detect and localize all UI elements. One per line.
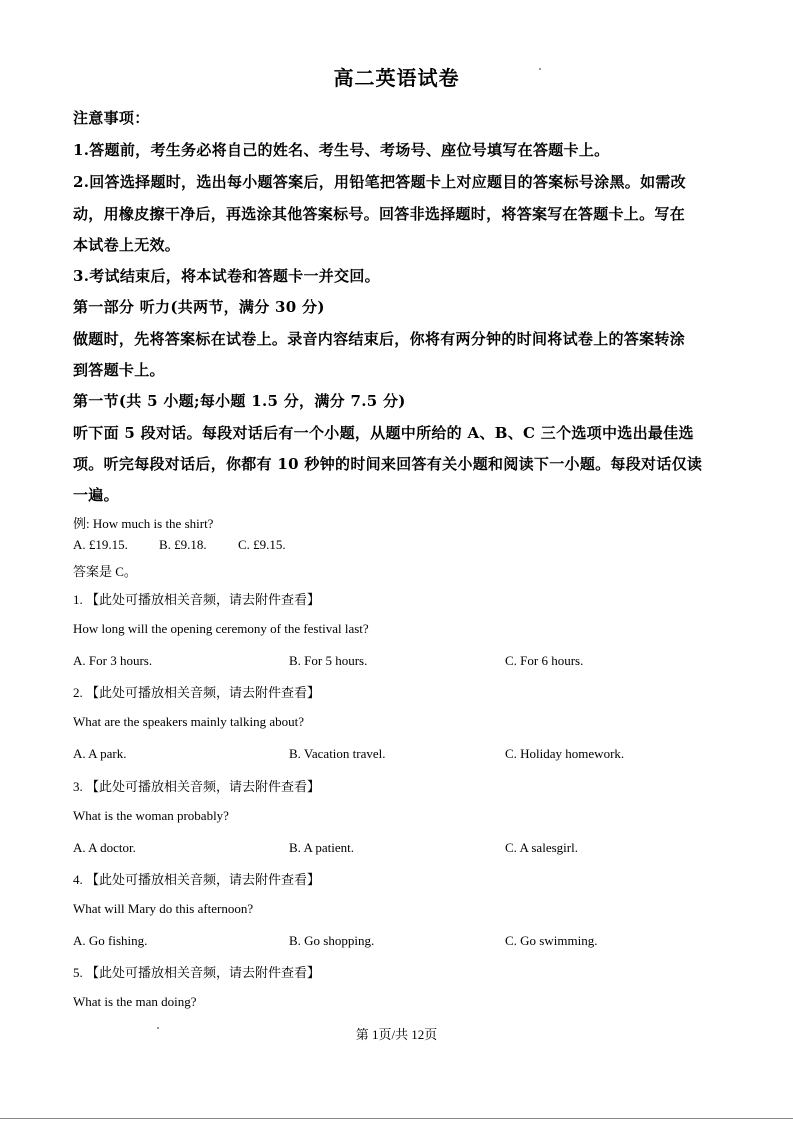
question-option-b: B. Vacation travel.: [289, 746, 386, 761]
page-title: 高二英语试卷: [333, 66, 460, 90]
notice-item-1: 1.答题前，考生务必将自己的姓名、考生号、考场号、座位号填写在答题卡上。: [73, 141, 610, 159]
part1-desc-line-2: 到答题卡上。: [73, 361, 165, 379]
question-text: What is the woman probably?: [73, 808, 229, 823]
question-text: What are the speakers mainly talking about?: [73, 714, 305, 729]
question-option-c: C. Go swimming.: [505, 933, 598, 948]
example-answer: 答案是 C。: [73, 564, 137, 579]
question-audio-header: 4. 【此处可播放相关音频，请去附件查看】: [73, 872, 321, 887]
question-audio-header: 1. 【此处可播放相关音频，请去附件查看】: [73, 592, 321, 607]
question-option-b: B. A patient.: [289, 840, 354, 855]
bottom-divider: [0, 1118, 793, 1119]
section1-desc-line-3: 一遍。: [73, 486, 119, 504]
example-option-c: C. £9.15.: [238, 537, 286, 552]
page-footer: 第 1页/共 12页: [355, 1027, 438, 1042]
scan-dot: [539, 68, 541, 70]
section1-desc-line-1: 听下面 5 段对话。每段对话后有一个小题，从题中所给的 A、B、C 三个选项中选出最佳选: [73, 424, 694, 442]
part1-desc-line-1: 做题时，先将答案标在试卷上。录音内容结束后，你将有两分钟的时间将试卷上的答案转涂: [73, 330, 686, 348]
question-audio-header: 2. 【此处可播放相关音频，请去附件查看】: [73, 685, 321, 700]
notice-item-2-line-1: 2.回答选择题时，选出每小题答案后，用铅笔把答题卡上对应题目的答案标号涂黑。如需改: [73, 173, 686, 191]
question-option-a: A. A park.: [73, 746, 127, 761]
question-option-b: B. Go shopping.: [289, 933, 375, 948]
notice-item-2-line-2: 动，用橡皮擦干净后，再选涂其他答案标号。回答非选择题时，将答案写在答题卡上。写在: [73, 205, 686, 223]
question-option-c: C. For 6 hours.: [505, 653, 584, 668]
question-option-a: A. A doctor.: [73, 840, 136, 855]
notice-heading: 注意事项：: [73, 109, 150, 127]
example-option-a: A. £19.15.: [73, 537, 128, 552]
question-audio-header: 3. 【此处可播放相关音频，请去附件查看】: [73, 779, 321, 794]
question-option-a: A. Go fishing.: [73, 933, 148, 948]
question-option-c: C. A salesgirl.: [505, 840, 578, 855]
question-text: How long will the opening ceremony of the festival last?: [73, 621, 369, 636]
question-option-c: C. Holiday homework.: [505, 746, 625, 761]
question-text: What will Mary do this afternoon?: [73, 901, 254, 916]
example-question: 例: How much is the shirt?: [73, 516, 214, 531]
question-audio-header: 5. 【此处可播放相关音频，请去附件查看】: [73, 965, 321, 980]
notice-item-2-line-3: 本试卷上无效。: [73, 236, 181, 254]
example-option-b: B. £9.18.: [159, 537, 207, 552]
notice-item-3: 3.考试结束后，将本试卷和答题卡一并交回。: [73, 267, 380, 285]
question-option-a: A. For 3 hours.: [73, 653, 153, 668]
section1-desc-line-2: 项。听完每段对话后，你都有 10 秒钟的时间来回答有关小题和阅读下一小题。每段对话仅读: [73, 455, 703, 473]
question-text: What is the man doing?: [73, 994, 197, 1009]
question-option-b: B. For 5 hours.: [289, 653, 368, 668]
section1-heading: 第一节(共 5 小题;每小题 1.5 分，满分 7.5 分): [73, 392, 406, 410]
part1-heading: 第一部分 听力(共两节，满分 30 分): [73, 298, 325, 316]
